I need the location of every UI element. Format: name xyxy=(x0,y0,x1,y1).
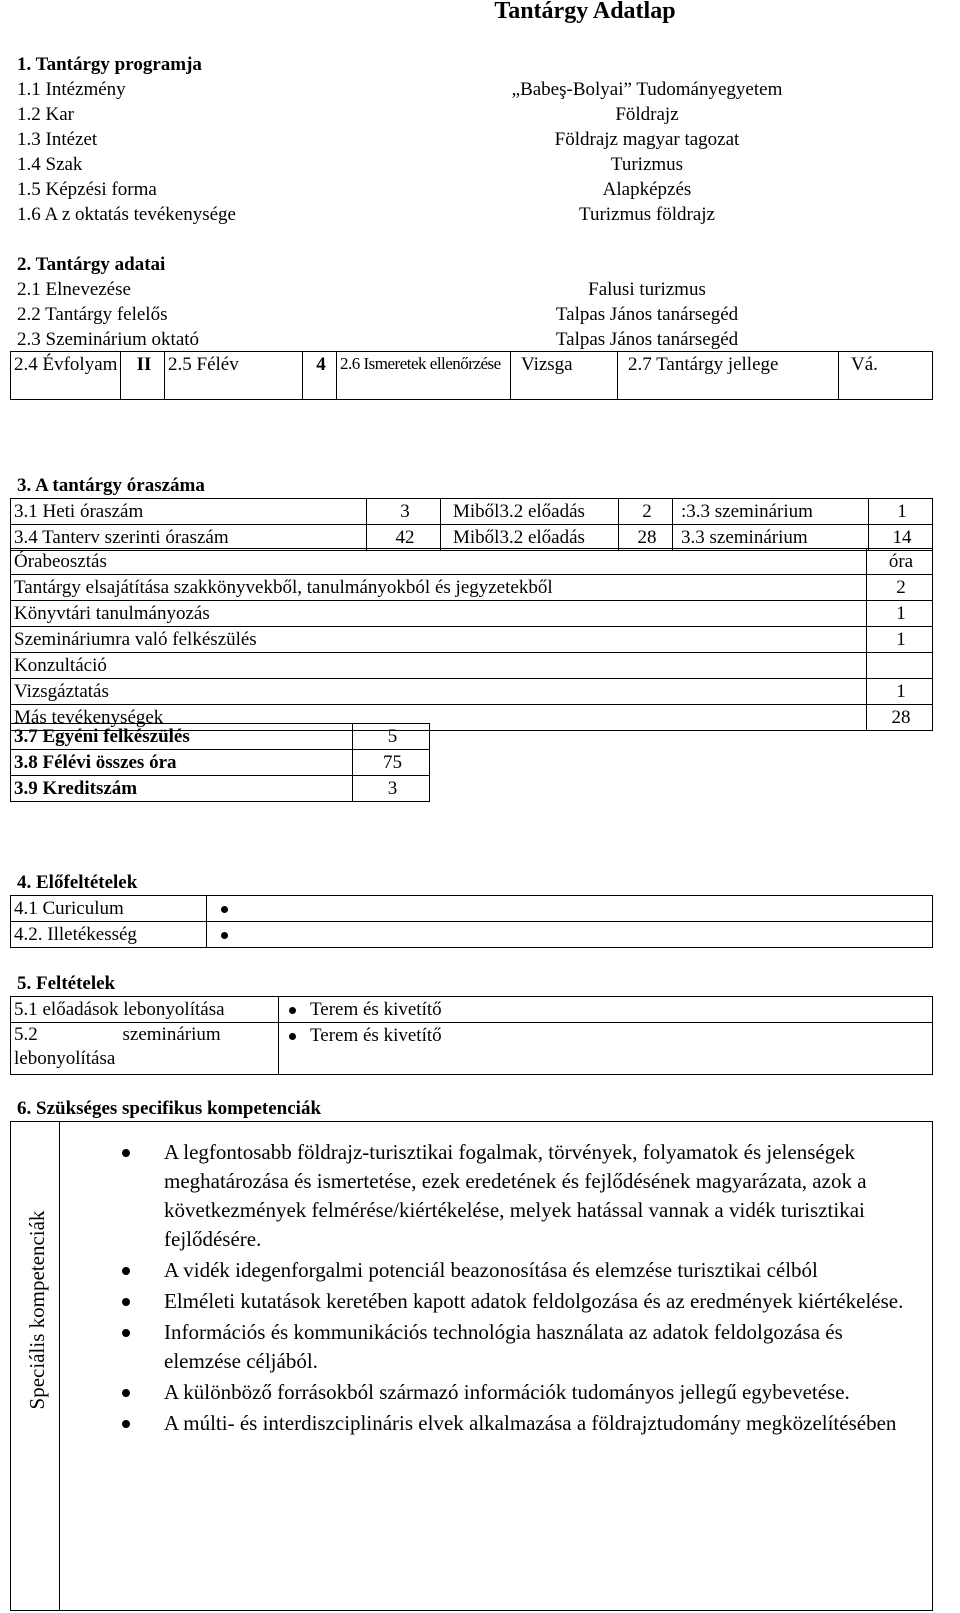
table-row xyxy=(14,127,934,152)
row-value: Turizmus xyxy=(610,154,684,175)
heti-value: 3 xyxy=(367,499,441,525)
summary-label: 3.9 Kreditszám xyxy=(11,776,353,802)
row-value: Turizmus földrajz xyxy=(579,204,715,225)
table-row xyxy=(14,302,934,327)
activity-label: Vizsgáztatás xyxy=(11,679,867,705)
table-row xyxy=(14,102,934,127)
table-row xyxy=(11,549,933,575)
row-value: Földrajz xyxy=(615,104,679,125)
summary-label: 3.7 Egyéni felkészülés xyxy=(11,724,353,750)
section2-heading: 2. Tantárgy adatai xyxy=(17,254,166,275)
table-row xyxy=(11,750,430,776)
list-item: Elméleti kutatások keretében kapott adatok feldolgozása és az eredmények kiértékelése. xyxy=(112,1287,912,1316)
tanterv-szem-value: 14 xyxy=(869,525,933,551)
row-value: Talpas János tanársegéd xyxy=(555,329,739,350)
condition-value: Terem és kivetítő xyxy=(279,997,933,1023)
heti-mibol: Miből3.2 előadás xyxy=(441,499,619,525)
tanterv-label: 3.4 Tanterv szerinti óraszám xyxy=(11,525,367,551)
prereq-value xyxy=(207,896,933,922)
bullet-icon xyxy=(289,1007,296,1014)
evfolyam-value: II xyxy=(121,352,165,400)
activities-table xyxy=(10,548,933,731)
prereq-label: 4.2. Illetékesség xyxy=(11,922,207,948)
activity-label: Tantárgy elsajátítása szakkönyvekből, tanulmányokból és jegyzetekből xyxy=(11,575,867,601)
table-row xyxy=(11,653,933,679)
condition-label: 5.2 szeminárium lebonyolítása xyxy=(11,1023,279,1075)
bullet-icon xyxy=(122,1149,130,1157)
list-item: A különböző forrásokból származó információk tudományos jellegű egybevetése. xyxy=(112,1378,912,1407)
activity-value: 1 xyxy=(867,627,933,653)
table-row xyxy=(14,77,934,102)
table-row xyxy=(11,1023,933,1075)
table-row xyxy=(11,601,933,627)
prereq-table xyxy=(10,895,933,948)
bullet-icon xyxy=(122,1298,130,1306)
row-label: 1.1 Intézmény xyxy=(17,79,126,100)
tanterv-mibol: Miből3.2 előadás xyxy=(441,525,619,551)
table-row xyxy=(11,499,933,525)
heti-szem: :3.3 szeminárium xyxy=(673,499,869,525)
table-row xyxy=(11,724,430,750)
row-label: 1.6 A z oktatás tevékenysége xyxy=(17,204,236,225)
table-row xyxy=(11,575,933,601)
tanterv-ea: 28 xyxy=(619,525,673,551)
table-row xyxy=(11,679,933,705)
row-value: Talpas János tanársegéd xyxy=(555,304,739,325)
bullet-icon xyxy=(122,1267,130,1275)
activity-value: 28 xyxy=(867,705,933,731)
activity-value: 2 xyxy=(867,575,933,601)
activity-label: Konzultáció xyxy=(11,653,867,679)
prereq-label: 4.1 Curiculum xyxy=(11,896,207,922)
bullet-icon xyxy=(221,906,228,913)
list-item: Információs és kommunikációs technológia használata az adatok feldolgozása és elemzése céljából. xyxy=(112,1318,912,1376)
row-label: 2.3 Szeminárium oktató xyxy=(17,329,200,350)
heti-szem-value: 1 xyxy=(869,499,933,525)
condition-label: 5.1 előadások lebonyolítása xyxy=(11,997,279,1023)
row-label: 2.1 Elnevezése xyxy=(17,279,131,300)
activity-value: 1 xyxy=(867,679,933,705)
section5-heading: 5. Feltételek xyxy=(17,973,116,994)
row-label: 1.5 Képzési forma xyxy=(17,179,157,200)
row-value: Földrajz magyar tagozat xyxy=(554,129,740,150)
conditions-table xyxy=(10,996,933,1075)
table-row xyxy=(11,776,430,802)
orabeosztas-label: Órabeosztás xyxy=(11,549,867,575)
bullet-icon xyxy=(289,1033,296,1040)
section6-heading: 6. Szükséges specifikus kompetenciák xyxy=(17,1098,322,1119)
summary-value: 3 xyxy=(353,776,430,802)
row-value: Falusi turizmus xyxy=(588,279,706,300)
summary-table xyxy=(10,723,430,802)
table-row xyxy=(14,177,934,202)
table-row xyxy=(14,202,934,227)
summary-value: 75 xyxy=(353,750,430,776)
summary-value: 5 xyxy=(353,724,430,750)
jelleg-label: 2.7 Tantárgy jellege xyxy=(618,352,839,400)
section4-heading: 4. Előfeltételek xyxy=(17,872,138,893)
ismeretek-label: 2.6 Ismeretek ellenőrzése xyxy=(337,352,511,400)
summary-label: 3.8 Félévi összes óra xyxy=(11,750,353,776)
activity-label: Könyvtári tanulmányozás xyxy=(11,601,867,627)
orabeosztas-unit: óra xyxy=(867,549,933,575)
bullet-icon xyxy=(122,1329,130,1337)
section3-heading: 3. A tantárgy óraszáma xyxy=(17,475,205,496)
activity-value xyxy=(867,653,933,679)
row-label: 1.3 Intézet xyxy=(17,129,98,150)
section1-table xyxy=(14,77,934,227)
condition-value: Terem és kivetítő xyxy=(279,1023,933,1075)
table-row xyxy=(11,896,933,922)
table-row xyxy=(11,352,933,400)
side-label: Speciális kompetenciák xyxy=(25,1210,49,1410)
activity-label: Szemináriumra való felkészülés xyxy=(11,627,867,653)
row-label: 1.4 Szak xyxy=(17,154,83,175)
bullet-icon xyxy=(122,1420,130,1428)
row-label: 2.2 Tantárgy felelős xyxy=(17,304,168,325)
row-label: 1.2 Kar xyxy=(17,104,74,125)
evfolyam-label: 2.4 Évfolyam xyxy=(11,352,121,400)
competency-list xyxy=(112,1138,912,1440)
tanterv-szem: 3.3 szeminárium xyxy=(673,525,869,551)
jelleg-value: Vá. xyxy=(839,352,933,400)
list-item: A legfontosabb földrajz-turisztikai fogalmak, törvények, folyamatok és jelenségek meghatározása és ismertetése, ezek eredetének és fejlődésének magyarázata, azok a következmények felmérése/kiértékelése, melyek hatással vannak a vidék turisztikai fejlődésére. xyxy=(112,1138,912,1254)
tanterv-value: 42 xyxy=(367,525,441,551)
table-row xyxy=(14,327,934,352)
page-title: Tantárgy Adatlap xyxy=(494,0,676,24)
activity-value: 1 xyxy=(867,601,933,627)
row-value: Alapképzés xyxy=(602,179,692,200)
section1-heading: 1. Tantárgy programja xyxy=(17,54,202,75)
section3-hours-table xyxy=(10,498,933,551)
table-row xyxy=(14,152,934,177)
table-row xyxy=(11,627,933,653)
felev-value: 4 xyxy=(303,352,337,400)
table-row xyxy=(11,525,933,551)
list-item: A múlti- és interdiszciplináris elvek alkalmazása a földrajztudomány megközelítésében xyxy=(112,1409,912,1438)
heti-label: 3.1 Heti óraszám xyxy=(11,499,367,525)
table-row xyxy=(14,277,934,302)
heti-ea: 2 xyxy=(619,499,673,525)
table-row xyxy=(11,922,933,948)
ismeretek-value: Vizsga xyxy=(511,352,618,400)
bullet-icon xyxy=(221,932,228,939)
table-row xyxy=(11,997,933,1023)
section2-table xyxy=(14,277,934,352)
felev-label: 2.5 Félév xyxy=(165,352,303,400)
section2-grid xyxy=(10,351,933,400)
prereq-value xyxy=(207,922,933,948)
activity-label: Más tevékenységek xyxy=(11,705,867,731)
bullet-icon xyxy=(122,1389,130,1397)
list-item: A vidék idegenforgalmi potenciál beazonosítása és elemzése turisztikai célból xyxy=(112,1256,912,1285)
divider xyxy=(59,1122,60,1610)
row-value: „Babeş-Bolyai” Tudományegyetem xyxy=(511,79,783,100)
